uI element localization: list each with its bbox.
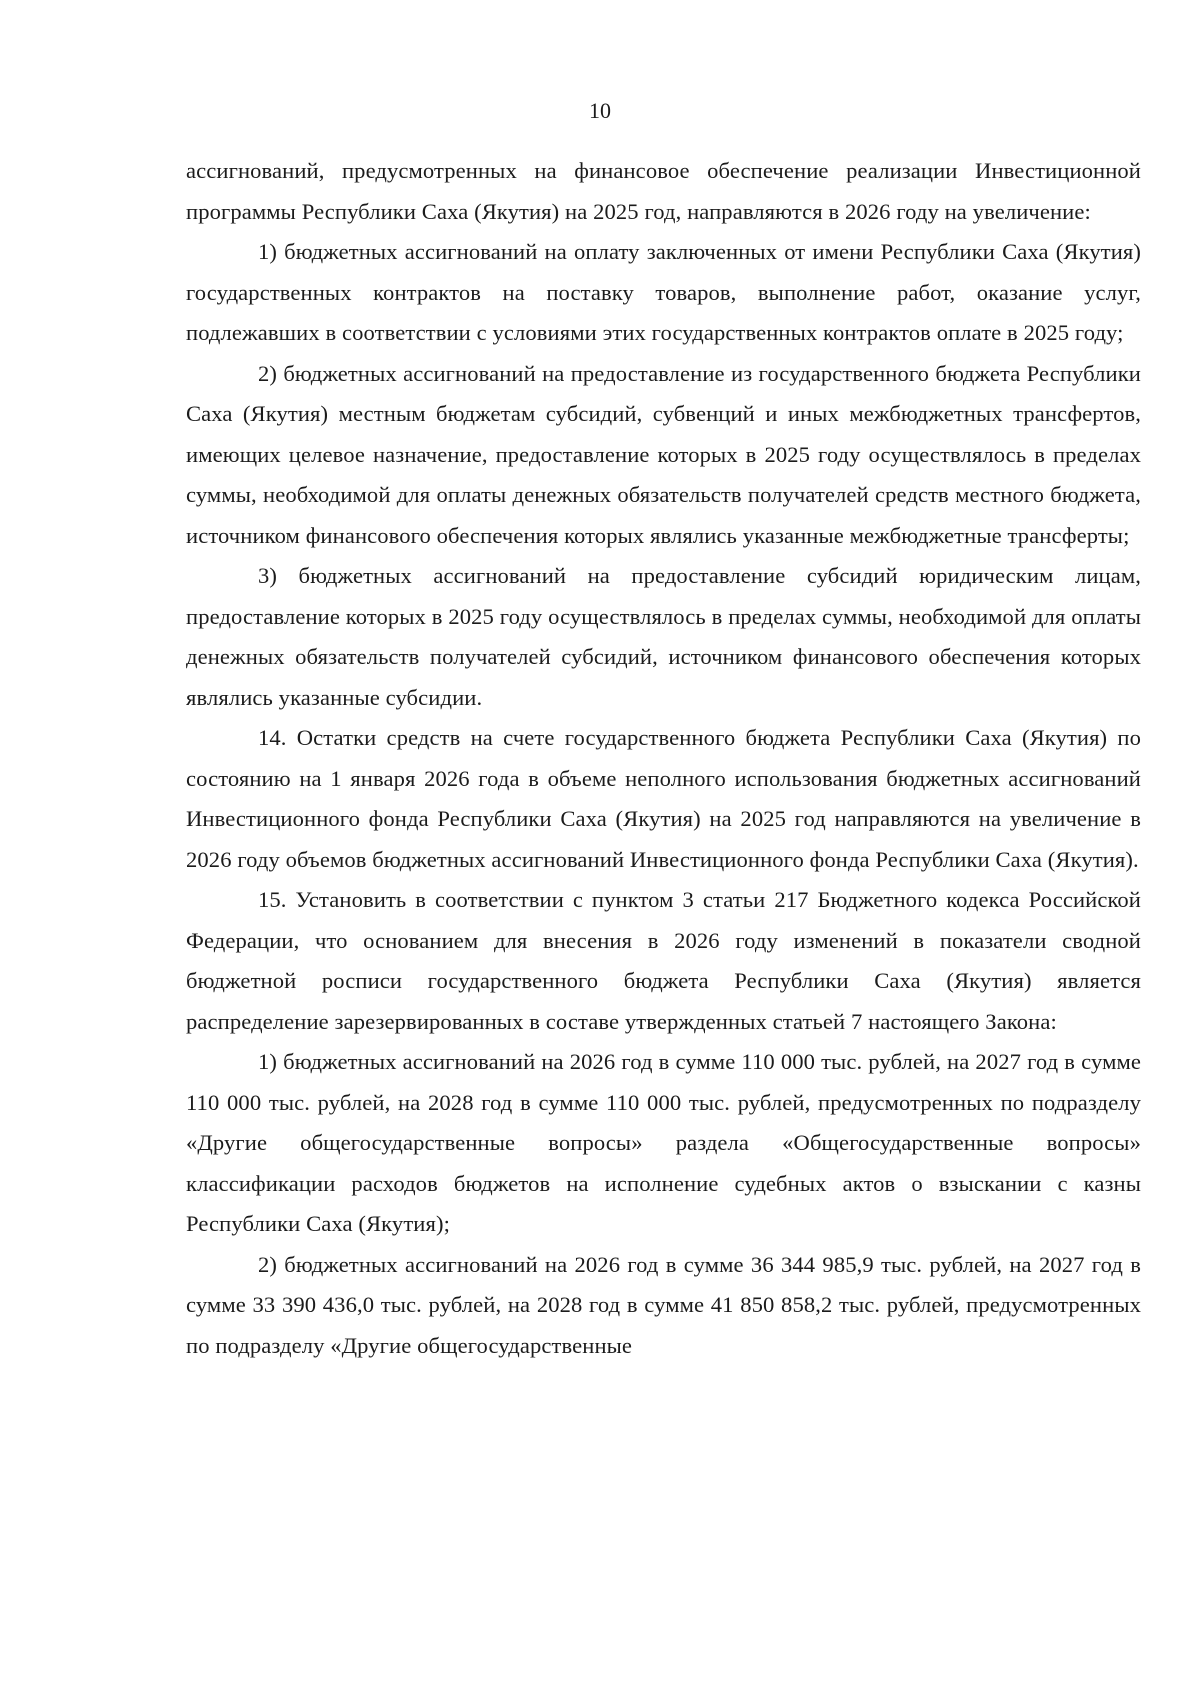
paragraph-item-2: 2) бюджетных ассигнований на предоставление из государственного бюджета Республики Саха (Якутия) местным бюджетам субсидий, субвенций и иных межбюджетных трансфертов, имеющих целевое назначение, предоставление которых в 2025 году осуществлялось в пределах суммы, необходимой для оплаты денежных обязательств получателей средств местного бюджета, источником финансового обеспечения которых являлись указанные межбюджетные трансферты; bbox=[186, 360, 1141, 548]
paragraph-clause-15-item-1: 1) бюджетных ассигнований на 2026 год в сумме 110 000 тыс. рублей, на 2027 год в сумме 110 000 тыс. рублей, на 2028 год в сумме 110 000 тыс. рублей, предусмотренных по подразделу «Другие общегосударственные вопросы» раздела «Общегосударственные вопросы» классификации расходов бюджетов на исполнение судебных актов о взыскании с казны Республики Саха (Якутия); bbox=[186, 1049, 1141, 1236]
paragraph-continuation: ассигнований, предусмотренных на финансовое обеспечение реализации Инвестиционной программы Республики Саха (Якутия) на 2025 год, направляются в 2026 году на увеличение: bbox=[186, 158, 1141, 224]
paragraph-item-1: 1) бюджетных ассигнований на оплату заключенных от имени Республики Саха (Якутия) государственных контрактов на поставку товаров, выполнение работ, оказание услуг, подлежавших в соответствии с условиями этих государственных контрактов оплате в 2025 году; bbox=[186, 239, 1141, 345]
paragraph-clause-14: 14. Остатки средств на счете государственного бюджета Республики Саха (Якутия) по состоянию на 1 января 2026 года в объеме неполного использования бюджетных ассигнований Инвестиционного фонда Республики Саха (Якутия) на 2025 год направляются на увеличение в 2026 году объемов бюджетных ассигнований Инвестиционного фонда Республики Саха (Якутия). bbox=[186, 725, 1141, 872]
paragraph-item-3: 3) бюджетных ассигнований на предоставление субсидий юридическим лицам, предоставление которых в 2025 году осуществлялось в пределах суммы, необходимой для оплаты денежных обязательств получателей субсидий, источником финансового обеспечения которых являлись указанные субсидии. bbox=[186, 563, 1141, 710]
document-body bbox=[186, 151, 1141, 1366]
page-number: 10 bbox=[589, 98, 611, 123]
paragraph-clause-15: 15. Установить в соответствии с пунктом 3 статьи 217 Бюджетного кодекса Российской Федерации, что основанием для внесения в 2026 году изменений в показатели сводной бюджетной росписи государственного бюджета Республики Саха (Якутия) является распределение зарезервированных в составе утвержденных статьей 7 настоящего Закона: bbox=[186, 887, 1141, 1034]
paragraph-clause-15-item-2: 2) бюджетных ассигнований на 2026 год в сумме 36 344 985,9 тыс. рублей, на 2027 год в сумме 33 390 436,0 тыс. рублей, на 2028 год в сумме 41 850 858,2 тыс. рублей, предусмотренных по подразделу «Другие общегосударственные bbox=[186, 1251, 1141, 1358]
